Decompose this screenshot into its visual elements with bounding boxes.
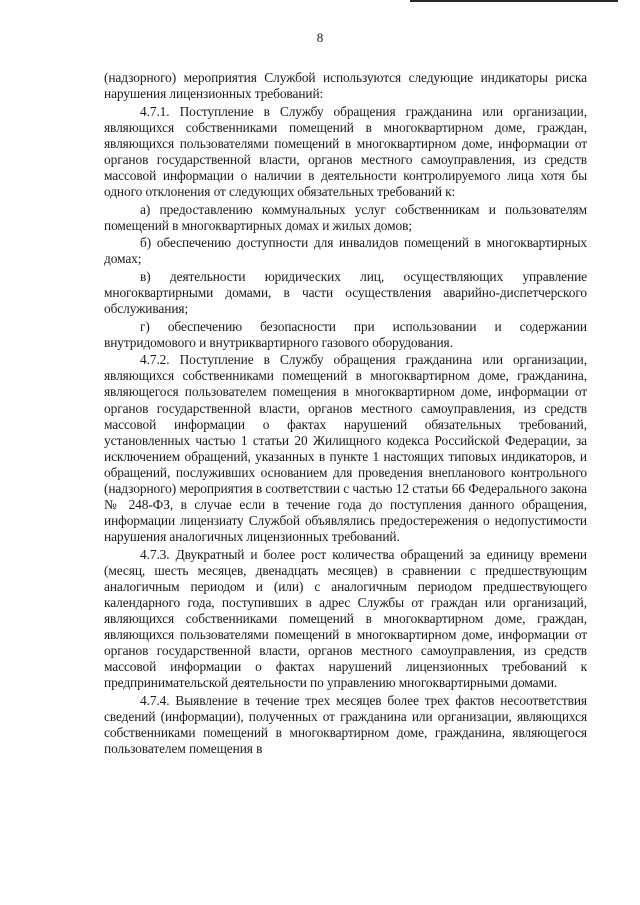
paragraph-4-7-3: 4.7.3. Двукратный и более рост количества обращений за единицу времени (месяц, шесть месяцев, двенадцать месяцев) в сравнении с предшествующим аналогичным периодом и (или) с аналогичным периодом предшествующего календарного года, поступивших в адрес Службы от граждан или организаций, являющихся собственниками помещений в многоквартирном доме, граждан, являющихся пользователями помещений в многоквартирном доме, информации от органов государственной власти, органов местного самоуправления, из средств массовой информации о фактах нарушений лицензионных требований к предпринимательской деятельности по управлению многоквартирными домами. bbox=[104, 546, 587, 690]
list-item-g: г) обеспечению безопасности при использовании и содержании внутридомового и внутриквартирного газового оборудования. bbox=[104, 318, 587, 350]
paragraph-4-7-4: 4.7.4. Выявление в течение трех месяцев более трех фактов несоответствия сведений (информации), полученных от гражданина или организации, являющихся собственниками помещений в многоквартирном доме, гражданина, являющегося пользователем помещения в bbox=[104, 692, 587, 756]
paragraph-4-7-1: 4.7.1. Поступление в Службу обращения гражданина или организации, являющихся собственниками помещений в многоквартирном доме, граждан, являющихся пользователями помещений в многоквартирном доме, информации от органов государственной власти, органов местного самоуправления, из средств массовой информации о наличии в деятельности контролируемого лица хотя бы одного отклонения от следующих обязательных требований к: bbox=[104, 103, 587, 199]
list-item-v: в) деятельности юридических лиц, осуществляющих управление многоквартирными домами, в части осуществления аварийно-диспетчерского обслуживания; bbox=[104, 268, 587, 317]
paragraph-4-7-2: 4.7.2. Поступление в Службу обращения гражданина или организации, являющихся собственниками помещений в многоквартирном доме, гражданина, являющегося пользователем помещения в многоквартирном доме, информации от органов государственной власти, органов местного самоуправления, из средств массовой информации о фактах нарушений обязательных требований, установленных частью 1 статьи 20 Жилищного кодекса Российской Федерации, за исключением обращений, указанных в пункте 1 настоящих типовых индикаторов, и обращений, послуживших основанием для проведения внепланового контрольного (надзорного) мероприятия в соответствии с частью 12 статьи 66 Федерального закона № 248-ФЗ, в случае если в течение года до поступления данного обращения, информации лицензиату Службой объявлялись предостережения о недопустимости нарушения аналогичных лицензионных требований. bbox=[104, 352, 587, 544]
list-item-a: а) предоставлению коммунальных услуг собственникам и пользователям помещений в многоквартирных домах и жилых домов; bbox=[104, 201, 587, 233]
paragraph-intro: (надзорного) мероприятия Службой используются следующие индикаторы риска нарушения лицензионных требований: bbox=[104, 70, 587, 102]
document-body bbox=[104, 70, 587, 758]
list-item-b: б) обеспечению доступности для инвалидов помещений в многоквартирных домах; bbox=[104, 235, 587, 267]
header-rule bbox=[410, 0, 618, 2]
page-number: 8 bbox=[316, 30, 324, 45]
